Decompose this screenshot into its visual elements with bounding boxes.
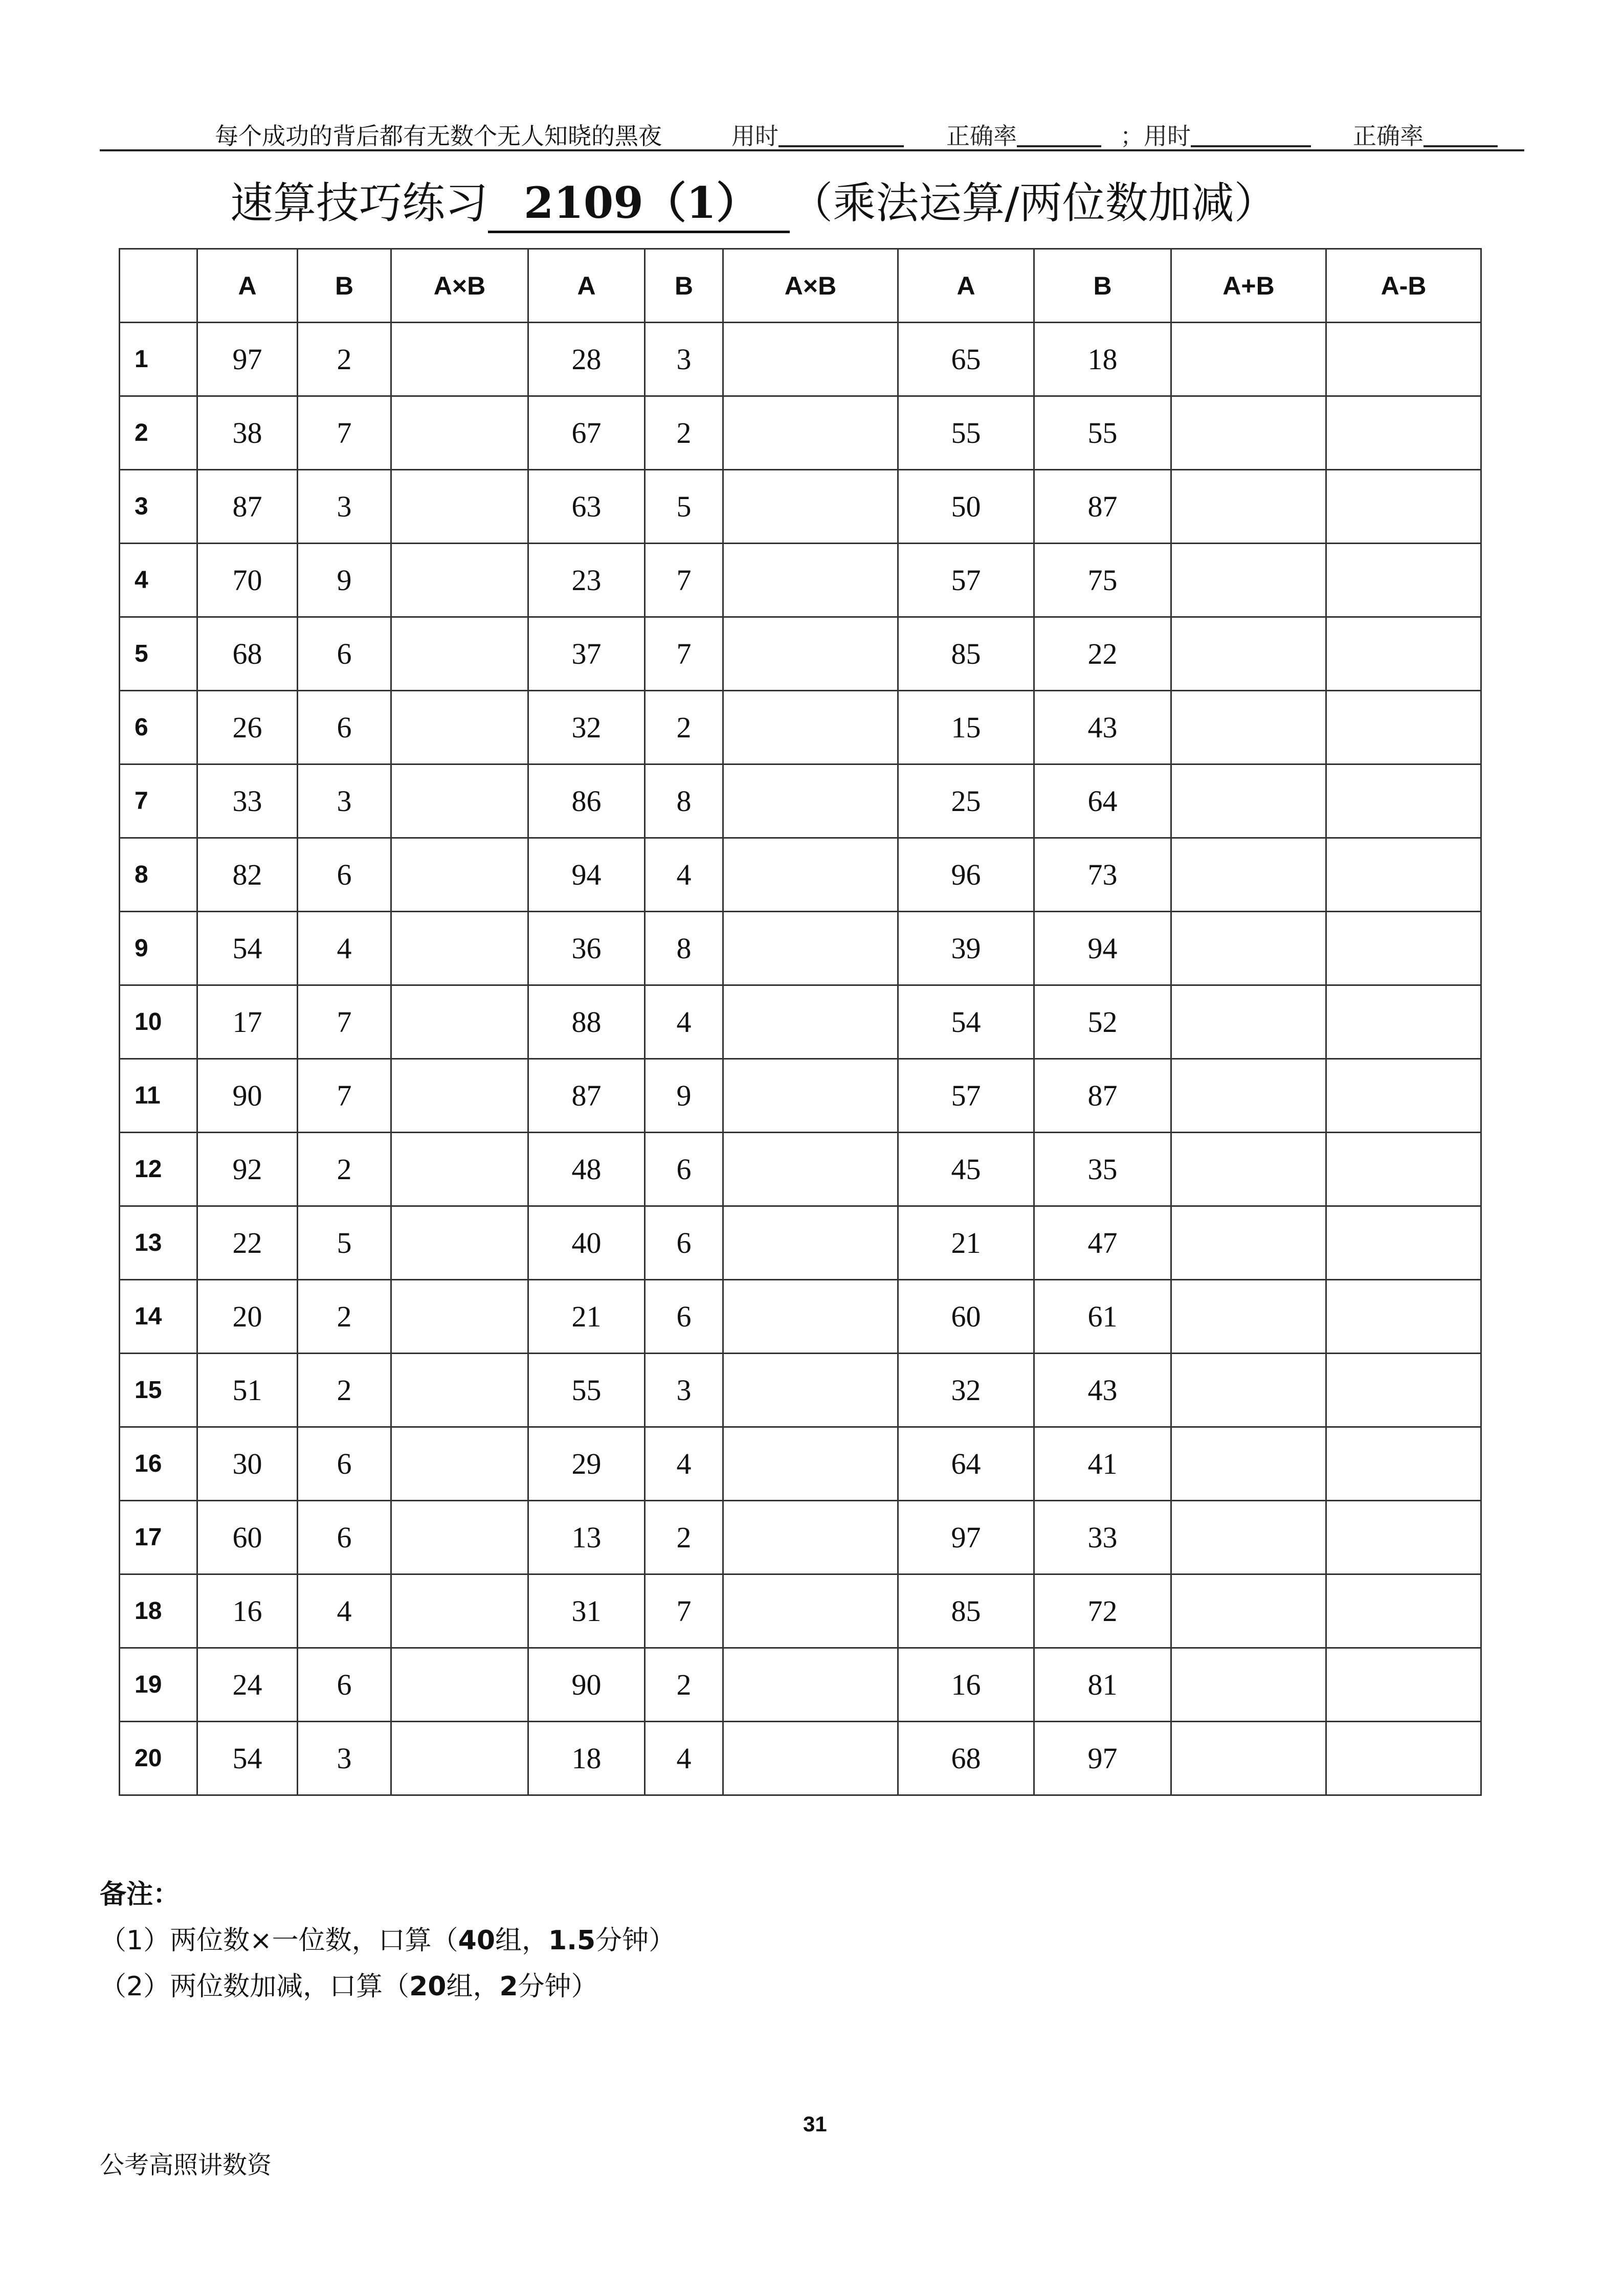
- operand-cell: 8: [645, 764, 723, 838]
- operand-cell: 2: [298, 1354, 391, 1427]
- operand-cell: 50: [898, 470, 1034, 544]
- table-row: [120, 1648, 1481, 1722]
- answer-cell[interactable]: [1171, 396, 1326, 470]
- row-number: 10: [120, 985, 197, 1059]
- operand-cell: 6: [298, 1501, 391, 1574]
- operand-cell: 2: [298, 1133, 391, 1206]
- table-row: [120, 470, 1481, 544]
- answer-cell[interactable]: [1171, 1427, 1326, 1501]
- operand-cell: 5: [298, 1206, 391, 1280]
- page-number: 31: [803, 2112, 827, 2136]
- answer-cell[interactable]: [1326, 838, 1481, 912]
- notes-section: [100, 1872, 675, 2010]
- answer-cell[interactable]: [1326, 1501, 1481, 1574]
- operand-cell: 70: [197, 544, 298, 617]
- title-prefix: 速算技巧练习: [230, 178, 488, 228]
- column-header: A: [197, 249, 298, 323]
- column-header: B: [298, 249, 391, 323]
- operand-cell: 38: [197, 396, 298, 470]
- operand-cell: 22: [197, 1206, 298, 1280]
- operand-cell: 7: [298, 985, 391, 1059]
- answer-cell[interactable]: [391, 396, 528, 470]
- operand-cell: 4: [645, 838, 723, 912]
- answer-cell[interactable]: [1171, 1354, 1326, 1427]
- column-header: A: [528, 249, 645, 323]
- operand-cell: 18: [528, 1722, 645, 1795]
- table-row: [120, 691, 1481, 764]
- operand-cell: 55: [898, 396, 1034, 470]
- operand-cell: 6: [298, 1648, 391, 1722]
- answer-cell[interactable]: [723, 838, 898, 912]
- operand-cell: 2: [645, 396, 723, 470]
- row-number: 7: [120, 764, 197, 838]
- operand-cell: 87: [1034, 1059, 1171, 1133]
- operand-cell: 61: [1034, 1280, 1171, 1354]
- answer-cell[interactable]: [1171, 1501, 1326, 1574]
- operand-cell: 26: [197, 691, 298, 764]
- operand-cell: 97: [1034, 1722, 1171, 1795]
- operand-cell: 67: [528, 396, 645, 470]
- answer-cell[interactable]: [391, 1574, 528, 1648]
- time-label-2: ；用时: [1120, 122, 1191, 150]
- note-1-text-e: 分钟）: [595, 1925, 676, 1956]
- answer-cell[interactable]: [1171, 1206, 1326, 1280]
- answer-cell[interactable]: [391, 1501, 528, 1574]
- table-row: [120, 1280, 1481, 1354]
- note-line-1: [100, 1918, 675, 1964]
- operand-cell: 81: [1034, 1648, 1171, 1722]
- answer-cell[interactable]: [1171, 691, 1326, 764]
- operand-cell: 2: [298, 323, 391, 396]
- operand-cell: 6: [645, 1206, 723, 1280]
- column-header: A+B: [1171, 249, 1326, 323]
- time-field-1[interactable]: [731, 118, 904, 151]
- operand-cell: 21: [898, 1206, 1034, 1280]
- time-blank-2[interactable]: [1191, 125, 1311, 147]
- accuracy-label-1: 正确率: [946, 122, 1017, 150]
- answer-cell[interactable]: [1171, 838, 1326, 912]
- answer-cell[interactable]: [1326, 1427, 1481, 1501]
- table-row: [120, 1501, 1481, 1574]
- answer-cell[interactable]: [1326, 764, 1481, 838]
- column-header: A×B: [723, 249, 898, 323]
- accuracy-label-2: 正确率: [1353, 122, 1423, 150]
- operand-cell: 68: [898, 1722, 1034, 1795]
- operand-cell: 2: [645, 691, 723, 764]
- answer-cell[interactable]: [391, 1133, 528, 1206]
- operand-cell: 4: [298, 1574, 391, 1648]
- row-number: 11: [120, 1059, 197, 1133]
- column-header: A: [898, 249, 1034, 323]
- operand-cell: 55: [1034, 396, 1171, 470]
- title-suffix: （乘法运算/两位数加减）: [790, 178, 1277, 228]
- operand-cell: 6: [298, 1427, 391, 1501]
- row-number: 8: [120, 838, 197, 912]
- page-header: [100, 114, 1524, 151]
- answer-cell[interactable]: [723, 323, 898, 396]
- answer-cell[interactable]: [1326, 691, 1481, 764]
- operand-cell: 21: [528, 1280, 645, 1354]
- note-1-minutes: 1.5: [548, 1925, 596, 1956]
- operand-cell: 6: [645, 1280, 723, 1354]
- operand-cell: 51: [197, 1354, 298, 1427]
- row-number: 13: [120, 1206, 197, 1280]
- note-1-count: 40: [458, 1925, 496, 1956]
- answer-cell[interactable]: [723, 912, 898, 985]
- operand-cell: 3: [645, 1354, 723, 1427]
- operand-cell: 18: [1034, 323, 1171, 396]
- answer-cell[interactable]: [1326, 1648, 1481, 1722]
- answer-cell[interactable]: [1171, 912, 1326, 985]
- operand-cell: 85: [898, 1574, 1034, 1648]
- answer-cell[interactable]: [723, 1059, 898, 1133]
- answer-cell[interactable]: [1171, 544, 1326, 617]
- notes-heading: 备注：: [100, 1879, 180, 1910]
- answer-cell[interactable]: [1326, 1722, 1481, 1795]
- answer-cell[interactable]: [1326, 617, 1481, 691]
- operand-cell: 97: [197, 323, 298, 396]
- table-row: [120, 912, 1481, 985]
- answer-cell[interactable]: [1326, 912, 1481, 985]
- footer-text: 公考高照讲数资: [100, 2151, 272, 2179]
- operand-cell: 57: [898, 544, 1034, 617]
- operand-cell: 4: [645, 1722, 723, 1795]
- operand-cell: 32: [528, 691, 645, 764]
- operand-cell: 90: [197, 1059, 298, 1133]
- operand-cell: 55: [528, 1354, 645, 1427]
- operand-cell: 54: [197, 1722, 298, 1795]
- operand-cell: 4: [298, 912, 391, 985]
- operand-cell: 28: [528, 323, 645, 396]
- operand-cell: 7: [298, 1059, 391, 1133]
- operand-cell: 9: [298, 544, 391, 617]
- row-number: 18: [120, 1574, 197, 1648]
- operand-cell: 97: [898, 1501, 1034, 1574]
- answer-cell[interactable]: [391, 1206, 528, 1280]
- operand-cell: 32: [898, 1354, 1034, 1427]
- answer-cell[interactable]: [1326, 1133, 1481, 1206]
- table-header-row: [120, 249, 1481, 323]
- column-header: A-B: [1326, 249, 1481, 323]
- answer-cell[interactable]: [391, 544, 528, 617]
- answer-cell[interactable]: [391, 985, 528, 1059]
- answer-cell[interactable]: [1326, 396, 1481, 470]
- table-row: [120, 1722, 1481, 1795]
- answer-cell[interactable]: [723, 691, 898, 764]
- answer-cell[interactable]: [391, 323, 528, 396]
- operand-cell: 23: [528, 544, 645, 617]
- note-2-count: 20: [409, 1971, 447, 2002]
- operand-cell: 43: [1034, 1354, 1171, 1427]
- operand-cell: 6: [298, 838, 391, 912]
- operand-cell: 2: [645, 1648, 723, 1722]
- operand-cell: 54: [197, 912, 298, 985]
- answer-cell[interactable]: [391, 912, 528, 985]
- answer-cell[interactable]: [391, 764, 528, 838]
- operand-cell: 8: [645, 912, 723, 985]
- row-number: 3: [120, 470, 197, 544]
- time-label-1: 用时: [731, 122, 778, 150]
- operand-cell: 94: [1034, 912, 1171, 985]
- operand-cell: 54: [898, 985, 1034, 1059]
- operand-cell: 73: [1034, 838, 1171, 912]
- answer-cell[interactable]: [1171, 1648, 1326, 1722]
- operand-cell: 3: [645, 323, 723, 396]
- operand-cell: 75: [1034, 544, 1171, 617]
- answer-cell[interactable]: [723, 985, 898, 1059]
- accuracy-field-2[interactable]: [1353, 118, 1498, 151]
- operand-cell: 63: [528, 470, 645, 544]
- operand-cell: 7: [645, 544, 723, 617]
- answer-cell[interactable]: [1171, 323, 1326, 396]
- operand-cell: 24: [197, 1648, 298, 1722]
- operand-cell: 7: [645, 617, 723, 691]
- operand-cell: 25: [898, 764, 1034, 838]
- title-code: 2109（1）: [488, 169, 790, 233]
- operand-cell: 3: [298, 1722, 391, 1795]
- answer-cell[interactable]: [723, 1280, 898, 1354]
- operand-cell: 82: [197, 838, 298, 912]
- row-number: 20: [120, 1722, 197, 1795]
- answer-cell[interactable]: [1326, 1059, 1481, 1133]
- row-number: 4: [120, 544, 197, 617]
- answer-cell[interactable]: [723, 470, 898, 544]
- answer-cell[interactable]: [1326, 1280, 1481, 1354]
- row-number: 12: [120, 1133, 197, 1206]
- operand-cell: 64: [1034, 764, 1171, 838]
- operand-cell: 17: [197, 985, 298, 1059]
- answer-cell[interactable]: [723, 1354, 898, 1427]
- operand-cell: 4: [645, 1427, 723, 1501]
- answer-cell[interactable]: [1171, 985, 1326, 1059]
- note-2-text-a: （2）两位数加减，口算（: [100, 1971, 410, 2002]
- operand-cell: 30: [197, 1427, 298, 1501]
- operand-cell: 2: [298, 1280, 391, 1354]
- row-number: 2: [120, 396, 197, 470]
- table-row: [120, 1427, 1481, 1501]
- operand-cell: 7: [298, 396, 391, 470]
- operand-cell: 92: [197, 1133, 298, 1206]
- answer-cell[interactable]: [1171, 764, 1326, 838]
- operand-cell: 52: [1034, 985, 1171, 1059]
- answer-cell[interactable]: [391, 838, 528, 912]
- table-row: [120, 985, 1481, 1059]
- note-2-text-c: 组，: [446, 1971, 500, 2002]
- answer-cell[interactable]: [391, 617, 528, 691]
- answer-cell[interactable]: [391, 1059, 528, 1133]
- table-row: [120, 323, 1481, 396]
- operand-cell: 87: [197, 470, 298, 544]
- answer-cell[interactable]: [391, 1722, 528, 1795]
- answer-cell[interactable]: [1326, 1206, 1481, 1280]
- answer-cell[interactable]: [723, 1722, 898, 1795]
- motto-text: 每个成功的背后都有无数个无人知晓的黑夜: [215, 122, 662, 150]
- operand-cell: 60: [898, 1280, 1034, 1354]
- answer-cell[interactable]: [723, 1427, 898, 1501]
- note-1-text-a: （1）两位数×一位数，口算（: [100, 1925, 458, 1956]
- operand-cell: 20: [197, 1280, 298, 1354]
- column-header: B: [1034, 249, 1171, 323]
- operand-cell: 90: [528, 1648, 645, 1722]
- operand-cell: 48: [528, 1133, 645, 1206]
- table-row: [120, 1206, 1481, 1280]
- table-row: [120, 617, 1481, 691]
- table-row: [120, 396, 1481, 470]
- operand-cell: 16: [197, 1574, 298, 1648]
- column-header: A×B: [391, 249, 528, 323]
- answer-cell[interactable]: [1326, 323, 1481, 396]
- row-number: 19: [120, 1648, 197, 1722]
- operand-cell: 60: [197, 1501, 298, 1574]
- table-row: [120, 1354, 1481, 1427]
- operand-cell: 31: [528, 1574, 645, 1648]
- answer-cell[interactable]: [1326, 470, 1481, 544]
- operand-cell: 88: [528, 985, 645, 1059]
- operand-cell: 36: [528, 912, 645, 985]
- operand-cell: 85: [898, 617, 1034, 691]
- operand-cell: 3: [298, 470, 391, 544]
- accuracy-blank-2[interactable]: [1423, 125, 1498, 147]
- operand-cell: 96: [898, 838, 1034, 912]
- operand-cell: 9: [645, 1059, 723, 1133]
- operand-cell: 15: [898, 691, 1034, 764]
- answer-cell[interactable]: [1326, 544, 1481, 617]
- operand-cell: 3: [298, 764, 391, 838]
- table-body: [120, 323, 1481, 1795]
- answer-cell[interactable]: [1326, 1574, 1481, 1648]
- answer-cell[interactable]: [391, 1427, 528, 1501]
- operand-cell: 2: [645, 1501, 723, 1574]
- operand-cell: 22: [1034, 617, 1171, 691]
- note-2-text-e: 分钟）: [518, 1971, 598, 2002]
- row-number: 5: [120, 617, 197, 691]
- operand-cell: 6: [298, 691, 391, 764]
- table-row: [120, 1574, 1481, 1648]
- row-number: 6: [120, 691, 197, 764]
- operand-cell: 39: [898, 912, 1034, 985]
- answer-cell[interactable]: [723, 617, 898, 691]
- operand-cell: 29: [528, 1427, 645, 1501]
- note-2-minutes: 2: [499, 1971, 518, 2002]
- answer-cell[interactable]: [391, 470, 528, 544]
- column-header: B: [645, 249, 723, 323]
- operand-cell: 87: [528, 1059, 645, 1133]
- table-row: [120, 838, 1481, 912]
- operand-cell: 4: [645, 985, 723, 1059]
- operand-cell: 13: [528, 1501, 645, 1574]
- operand-cell: 37: [528, 617, 645, 691]
- operand-cell: 33: [197, 764, 298, 838]
- answer-cell[interactable]: [1171, 1280, 1326, 1354]
- answer-cell[interactable]: [391, 1280, 528, 1354]
- answer-cell[interactable]: [1171, 1133, 1326, 1206]
- answer-cell[interactable]: [723, 764, 898, 838]
- column-header: [120, 249, 197, 323]
- operand-cell: 40: [528, 1206, 645, 1280]
- operand-cell: 35: [1034, 1133, 1171, 1206]
- answer-cell[interactable]: [723, 1648, 898, 1722]
- accuracy-field-1[interactable]: [946, 118, 1101, 151]
- operand-cell: 7: [645, 1574, 723, 1648]
- table-row: [120, 1059, 1481, 1133]
- table-row: [120, 764, 1481, 838]
- answer-cell[interactable]: [1171, 1722, 1326, 1795]
- answer-cell[interactable]: [723, 396, 898, 470]
- accuracy-blank-1[interactable]: [1017, 125, 1101, 147]
- answer-cell[interactable]: [1326, 985, 1481, 1059]
- operand-cell: 45: [898, 1133, 1034, 1206]
- table-row: [120, 1133, 1481, 1206]
- row-number: 17: [120, 1501, 197, 1574]
- operand-cell: 87: [1034, 470, 1171, 544]
- operand-cell: 94: [528, 838, 645, 912]
- operand-cell: 6: [298, 617, 391, 691]
- practice-table: [119, 248, 1482, 1796]
- operand-cell: 6: [645, 1133, 723, 1206]
- operand-cell: 47: [1034, 1206, 1171, 1280]
- time-blank-1[interactable]: [778, 125, 904, 147]
- note-1-text-c: 组，: [495, 1925, 549, 1956]
- answer-cell[interactable]: [1171, 470, 1326, 544]
- row-number: 1: [120, 323, 197, 396]
- operand-cell: 57: [898, 1059, 1034, 1133]
- answer-cell[interactable]: [391, 691, 528, 764]
- operand-cell: 64: [898, 1427, 1034, 1501]
- table-row: [120, 544, 1481, 617]
- answer-cell[interactable]: [723, 544, 898, 617]
- answer-cell[interactable]: [1171, 1059, 1326, 1133]
- answer-cell[interactable]: [723, 1206, 898, 1280]
- row-number: 9: [120, 912, 197, 985]
- answer-cell[interactable]: [1171, 617, 1326, 691]
- answer-cell[interactable]: [1326, 1354, 1481, 1427]
- operand-cell: 65: [898, 323, 1034, 396]
- operand-cell: 68: [197, 617, 298, 691]
- operand-cell: 72: [1034, 1574, 1171, 1648]
- operand-cell: 41: [1034, 1427, 1171, 1501]
- note-line-2: [100, 1964, 675, 2010]
- operand-cell: 33: [1034, 1501, 1171, 1574]
- answer-cell[interactable]: [723, 1574, 898, 1648]
- row-number: 15: [120, 1354, 197, 1427]
- page-title: [230, 169, 1277, 233]
- answer-cell[interactable]: [391, 1354, 528, 1427]
- answer-cell[interactable]: [723, 1133, 898, 1206]
- operand-cell: 5: [645, 470, 723, 544]
- answer-cell[interactable]: [723, 1501, 898, 1574]
- operand-cell: 43: [1034, 691, 1171, 764]
- row-number: 16: [120, 1427, 197, 1501]
- time-field-2[interactable]: [1120, 118, 1311, 151]
- row-number: 14: [120, 1280, 197, 1354]
- answer-cell[interactable]: [1171, 1574, 1326, 1648]
- operand-cell: 86: [528, 764, 645, 838]
- operand-cell: 16: [898, 1648, 1034, 1722]
- answer-cell[interactable]: [391, 1648, 528, 1722]
